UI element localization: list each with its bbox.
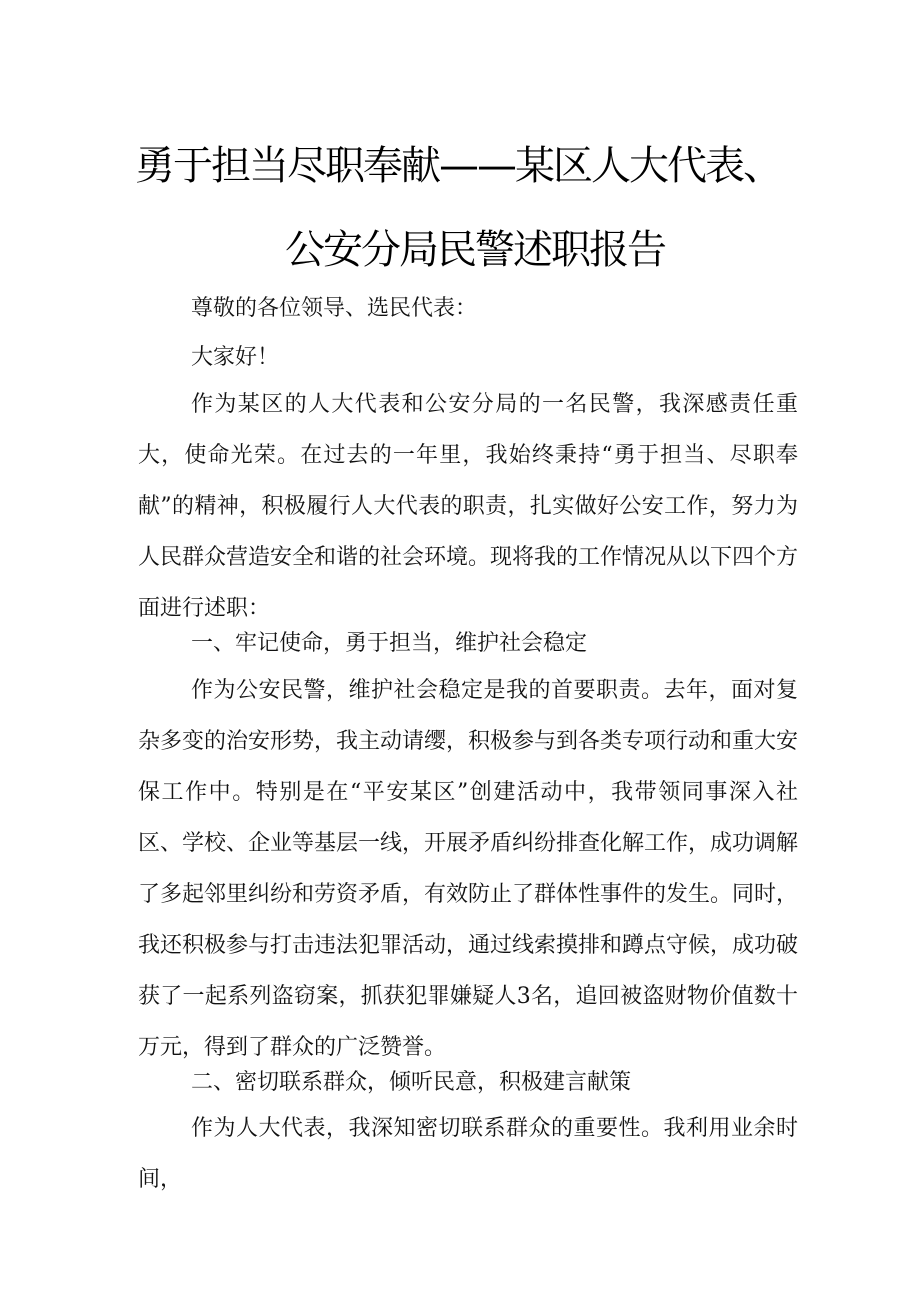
salutation: 尊敬的各位领导、选民代表： [191,296,478,321]
section-1-paragraph: 作为公安民警，维护社会稳定是我的首要职责。去年，面对复杂多变的治安形势，我主动请缨，积极参与到各类专项行动和重大安保工作中。特别是在“平安某区”创建活动中，我带领同事深入社区、学校、企业等基层一线，开展矛盾纠纷排查化解工作，成功调解了多起邻里纠纷和劳资矛盾，有效防止了群体性事件的发生。同时，我还积极参与打击违法犯罪活动，通过线索摸排和蹲点守候，成功破获了一起系列盗窃案，抓获犯罪嫌疑人3名，追回被盗财物价值数十万元，得到了群众的广泛赞誉。 [138,678,799,1060]
section-1-heading: 一、牢记使命，勇于担当，维护社会稳定 [191,631,588,656]
section-2-heading: 二、密切联系群众，倾听民意，积极建言献策 [191,1070,632,1095]
section-2-paragraph: 作为人大代表，我深知密切联系群众的重要性。我利用业余时间， [138,1116,798,1192]
document-title-line-1: 勇于担当尽职奉献——某区人大代表、 [135,143,781,189]
intro-paragraph: 作为某区的人大代表和公安分局的一名民警，我深感责任重大，使命光荣。在过去的一年里，我始终秉持“勇于担当、尽职奉献”的精神，积极履行人大代表的职责，扎实做好公安工作，努力为人民群众营造安全和谐的社会环境。现将我的工作情况从以下四个方面进行述职： [138,392,799,621]
greeting: 大家好！ [191,345,280,370]
document-title-line-2: 公安分局民警述职报告 [285,227,665,273]
